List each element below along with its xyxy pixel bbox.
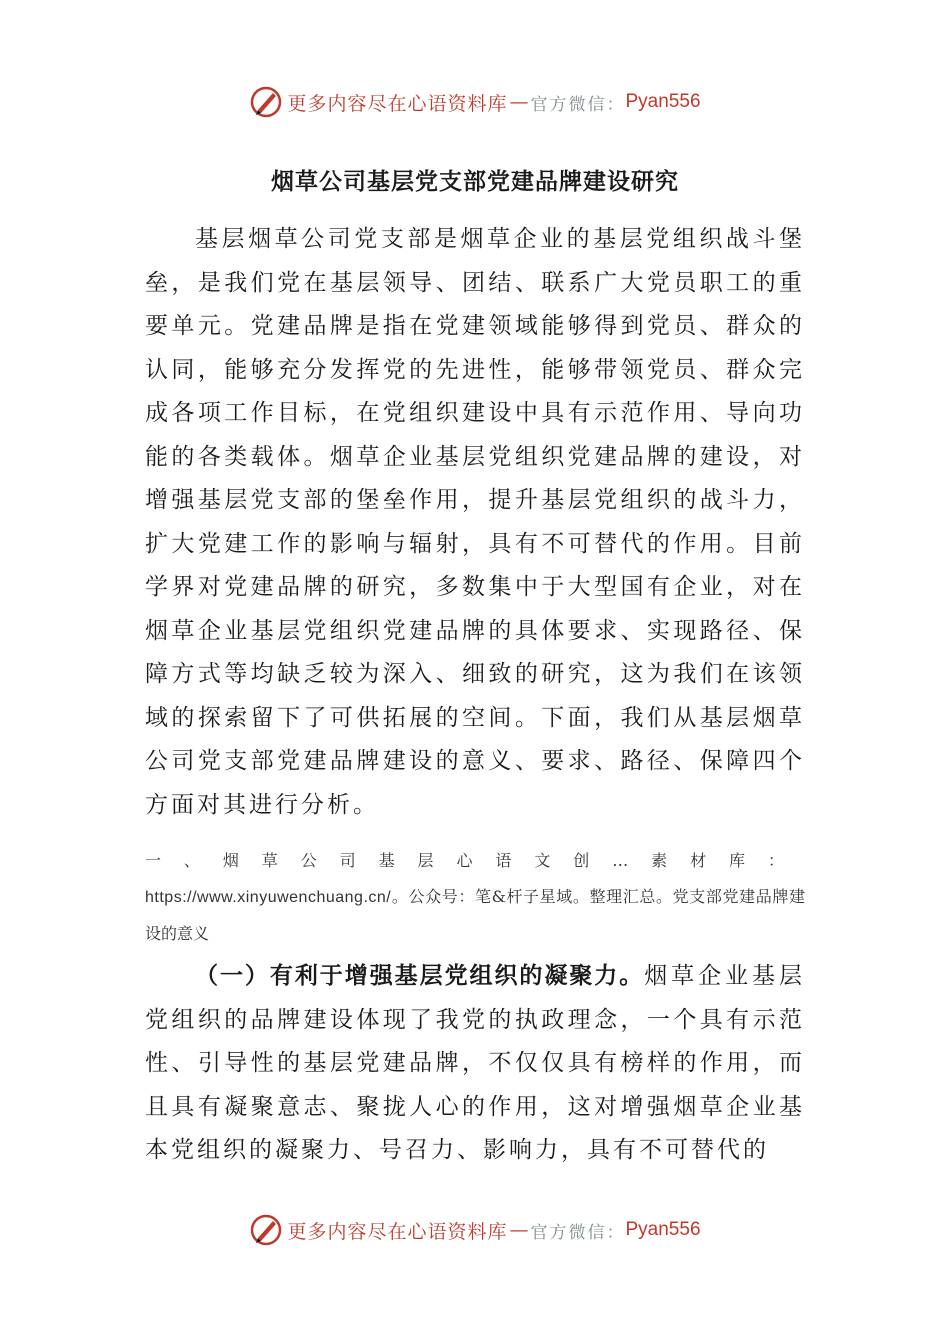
banner-wechat-label: 官方微信： bbox=[530, 1222, 626, 1243]
point-1-paragraph bbox=[145, 955, 805, 1173]
document-title: 烟草公司基层党支部党建品牌建设研究 bbox=[271, 169, 679, 195]
banner-wechat-id: Pyan556 bbox=[625, 91, 701, 112]
banner-wechat-label: 官方微信： bbox=[530, 94, 626, 115]
pen-logo-icon bbox=[249, 1213, 283, 1247]
footer-banner bbox=[0, 1210, 950, 1250]
pen-logo-icon bbox=[249, 85, 283, 119]
banner-dash: — bbox=[509, 91, 529, 113]
intro-paragraph: 基层烟草公司党支部是烟草企业的基层党组织战斗堡垒，是我们党在基层领导、团结、联系广大党员职工的重要单元。党建品牌是指在党建领域能够得到党员、群众的认同，能够充分发挥党的先进性，能够带领党员、群众完成各项工作目标，在党组织建设中具有示范作用、导向功能的各类载体。烟草企业基层党组织党建品牌的建设，对增强基层党支部的堡垒作用，提升基层党组织的战斗力，扩大党建工作的影响与辐射，具有不可替代的作用。目前学界对党建品牌的研究，多数集中于大型国有企业，对在烟草企业基层党组织党建品牌的具体要求、实现路径、保障方式等均缺乏较为深入、细致的研究，这为我们在该领域的探索留下了可供拓展的空间。下面，我们从基层烟草公司党支部党建品牌建设的意义、要求、路径、保障四个方面对其进行分析。 bbox=[145, 226, 805, 818]
banner-brand: 更多内容尽在心语资料库 bbox=[287, 1220, 508, 1243]
section-heading bbox=[145, 843, 805, 952]
point-1-body: 烟草企业基层党组织的品牌建设体现了我党的执政理念，一个具有示范性、引导性的基层党建品牌，不仅仅具有榜样的作用，而且具有凝聚意志、聚拢人心的作用，这对增强烟草企业基本党组织的凝聚力、号召力、影响力，具有不可替代的 bbox=[145, 963, 806, 1163]
section-heading-suffix: 。公众号：笔&杆子星域。整理汇总。党支部党建品牌建设的意义 bbox=[145, 887, 805, 943]
banner-brand: 更多内容尽在心语资料库 bbox=[287, 92, 508, 115]
section-heading-prefix: 一、烟草公司基层心语文创…素材库： bbox=[145, 851, 805, 870]
banner-dash: — bbox=[509, 1219, 529, 1241]
point-1-lead: （一）有利于增强基层党组织的凝聚力。 bbox=[195, 963, 645, 989]
section-heading-url[interactable]: https://www.xinyuwenchuang.cn/ bbox=[145, 889, 392, 906]
header-banner bbox=[0, 82, 950, 122]
banner-wechat-id: Pyan556 bbox=[625, 1219, 701, 1240]
